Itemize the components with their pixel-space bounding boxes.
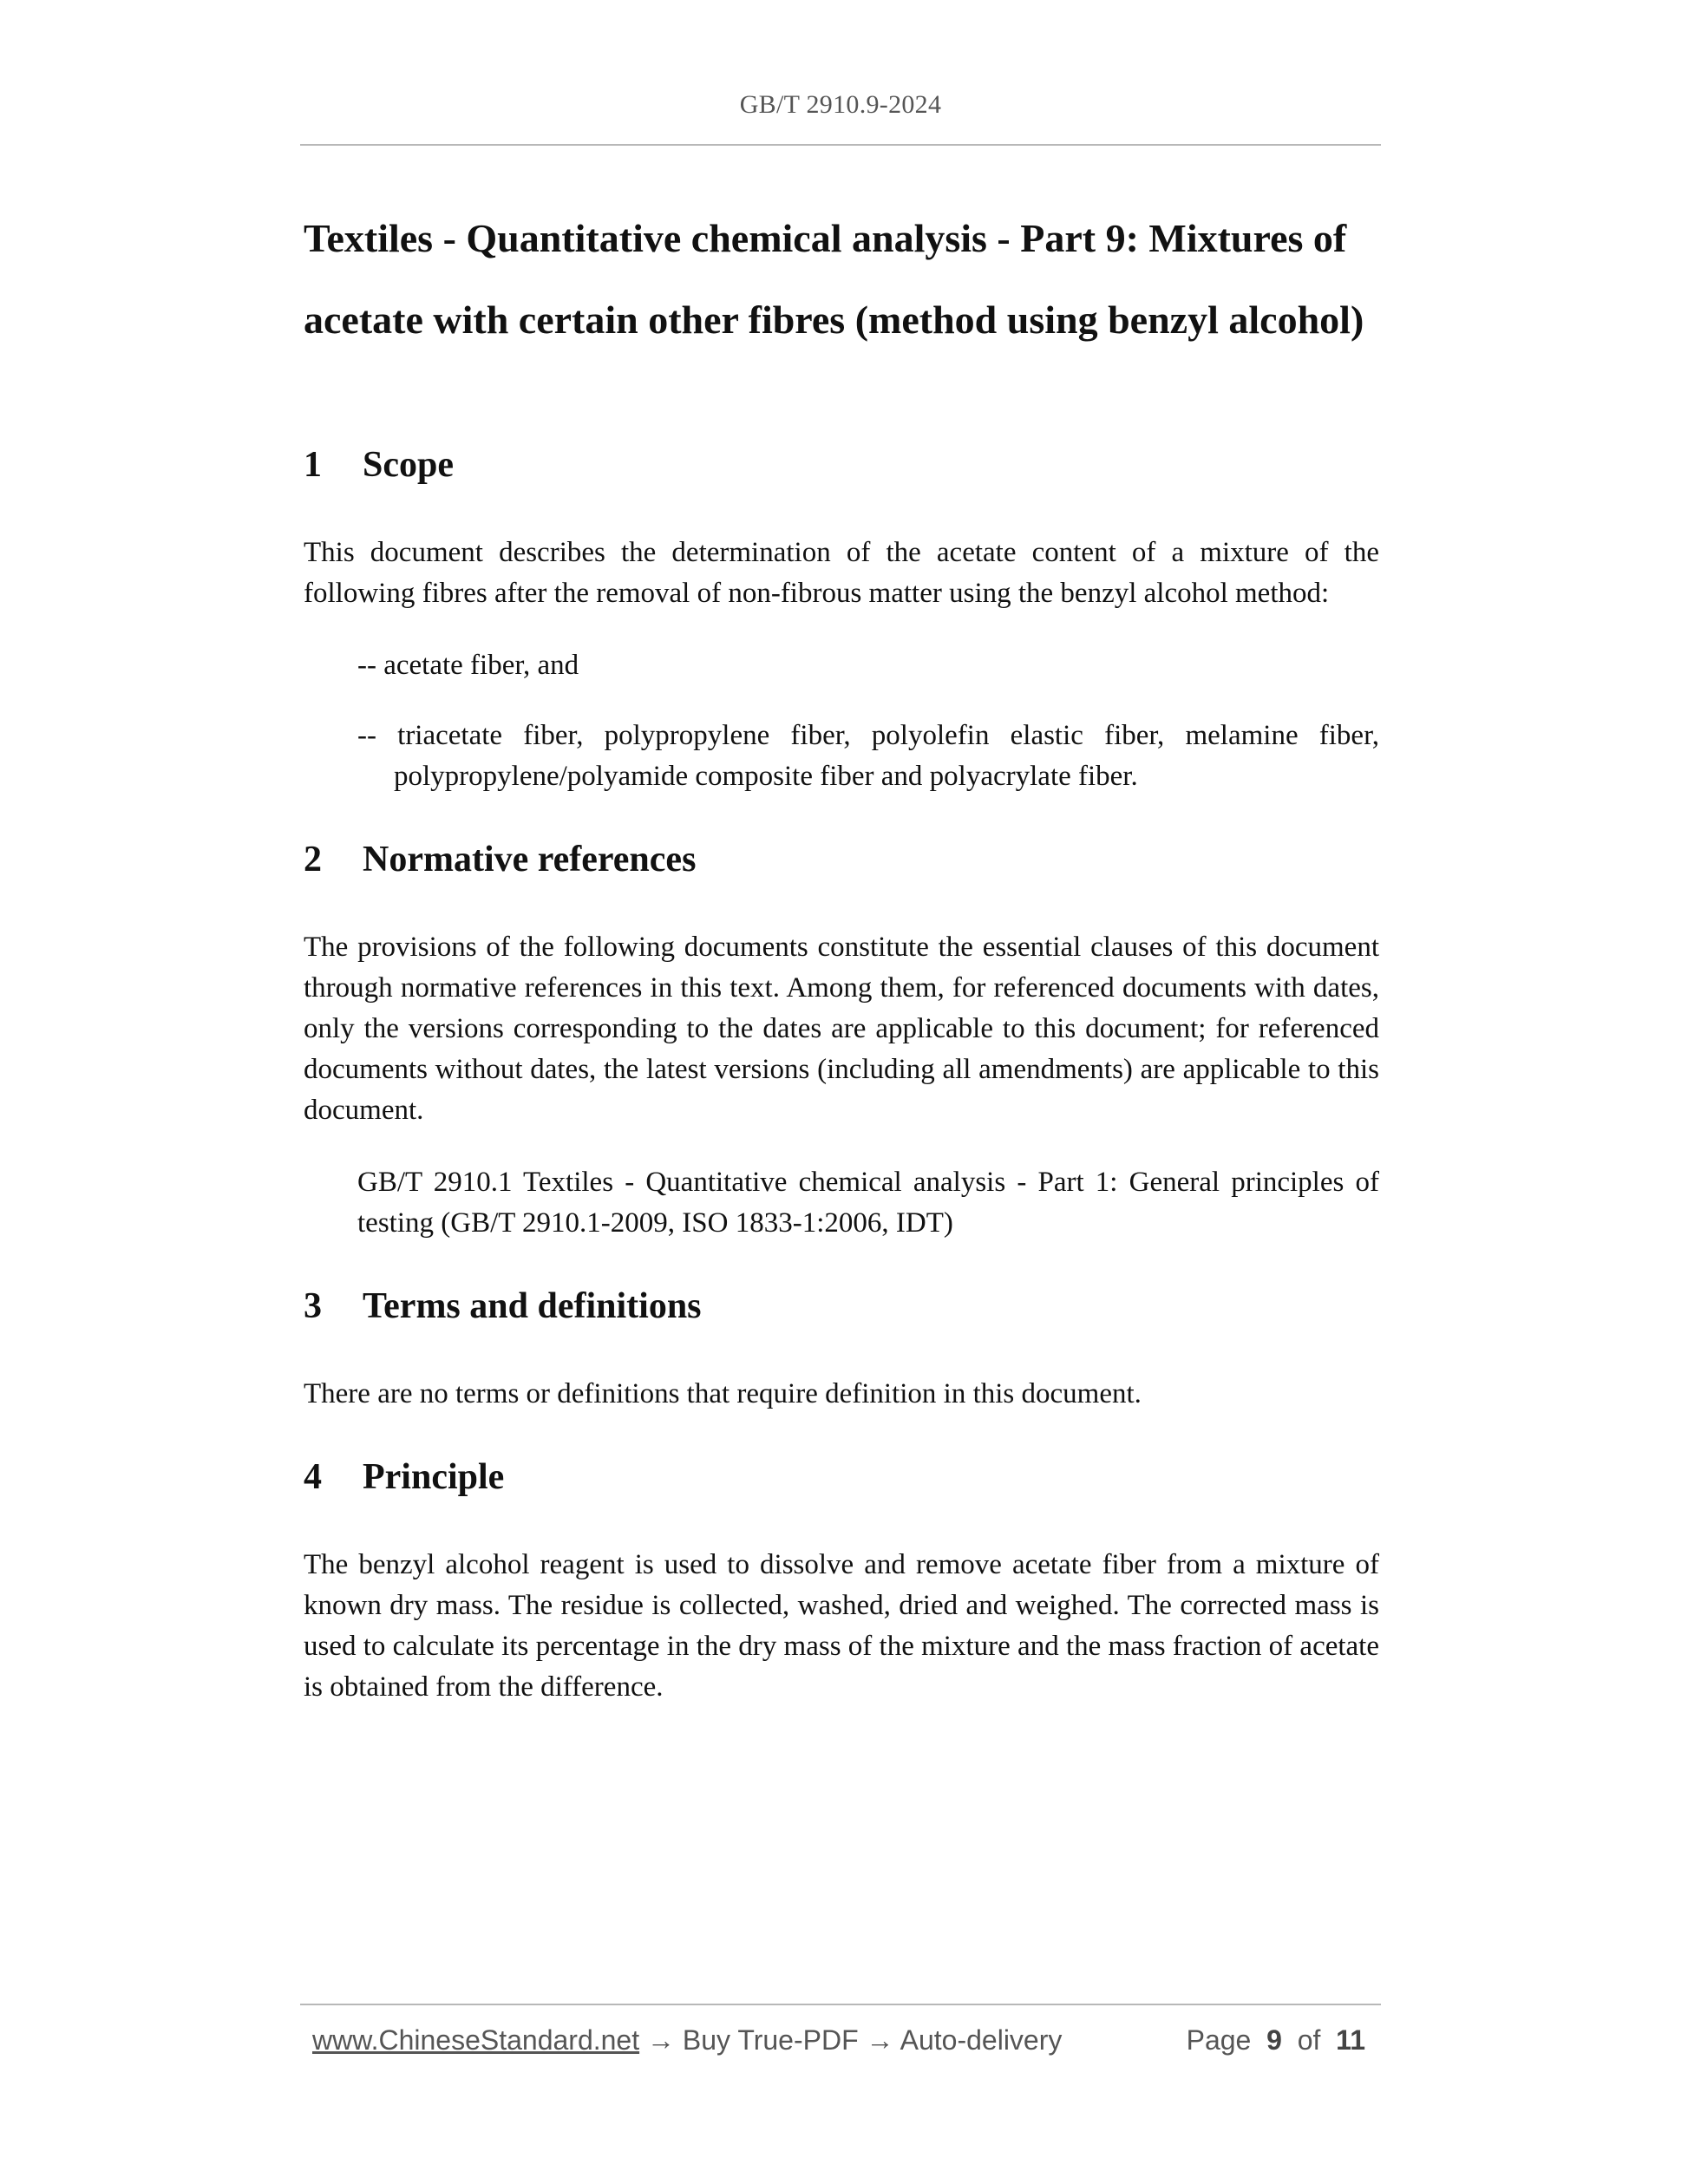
section-2-heading [304, 839, 1379, 880]
page-content [304, 198, 1379, 1708]
section-4-title: Principle [363, 1457, 505, 1497]
current-page-number: 9 [1266, 2024, 1282, 2056]
arrow-icon: → [866, 2024, 894, 2056]
scope-list-item: -- acetate fiber, and [357, 650, 579, 681]
principle-paragraph: The benzyl alcohol reagent is used to dissolve and remove acetate fiber from a mixture of known dry mass. The residue is collected, washed, dried and weighed. The corrected mass is used to calculate its percentage in the dry mass of the mixture and the mass fraction of acetate is obtained from the difference. [304, 1549, 1379, 1703]
page-footer [312, 2024, 1371, 2063]
section-3-title: Terms and definitions [363, 1286, 702, 1326]
section-1-heading [304, 444, 1379, 486]
section-2-number: 2 [304, 840, 322, 879]
page-header: GB/T 2910.9-2024 [739, 90, 942, 119]
normative-reference-item: GB/T 2910.1 Textiles - Quantitative chemical analysis - Part 1: General principles of testing (GB/T 2910.1-2009, ISO 1833-1:2006, IDT) [357, 1167, 1379, 1239]
total-pages-number: 11 [1336, 2024, 1365, 2056]
section-1-title: Scope [363, 445, 454, 485]
document-title: Textiles - Quantitative chemical analysis - Part 9: Mixtures of acetate with certain other fibres (method using benzyl alcohol) [304, 216, 1364, 342]
page-label: Page [1186, 2024, 1252, 2056]
of-label: of [1297, 2024, 1321, 2056]
section-2-title: Normative references [363, 840, 697, 879]
header-divider [300, 144, 1381, 146]
section-3-number: 3 [304, 1286, 322, 1326]
footer-divider [300, 2004, 1381, 2005]
section-4-number: 4 [304, 1457, 322, 1497]
section-1-number: 1 [304, 445, 322, 485]
scope-list-item: -- triacetate fiber, polypropylene fiber, polyolefin elastic fiber, melamine fiber, polypropylene/polyamide composite fiber and polyacrylate fiber. [357, 720, 1379, 792]
footer-promo [312, 2024, 1062, 2056]
arrow-icon: → [647, 2024, 675, 2056]
page-indicator [1187, 2024, 1365, 2056]
buy-true-pdf-text: Buy True-PDF [682, 2024, 859, 2056]
auto-delivery-text: Auto-delivery [900, 2024, 1063, 2056]
site-link[interactable]: www.ChineseStandard.net [312, 2024, 640, 2056]
terms-paragraph: There are no terms or definitions that require definition in this document. [304, 1378, 1142, 1409]
normative-references-paragraph: The provisions of the following documents constitute the essential clauses of this document through normative references in this text. Among them, for referenced documents with dates, only the versions corresponding to the dates are applicable to this document; for referenced documents without dates, the latest versions (including all amendments) are applicable to this document. [304, 932, 1379, 1126]
section-3-heading [304, 1285, 1379, 1327]
scope-paragraph: This document describes the determination of the acetate content of a mixture of the following fibres after the removal of non-fibrous matter using the benzyl alcohol method: [304, 537, 1379, 609]
section-4-heading [304, 1456, 1379, 1498]
